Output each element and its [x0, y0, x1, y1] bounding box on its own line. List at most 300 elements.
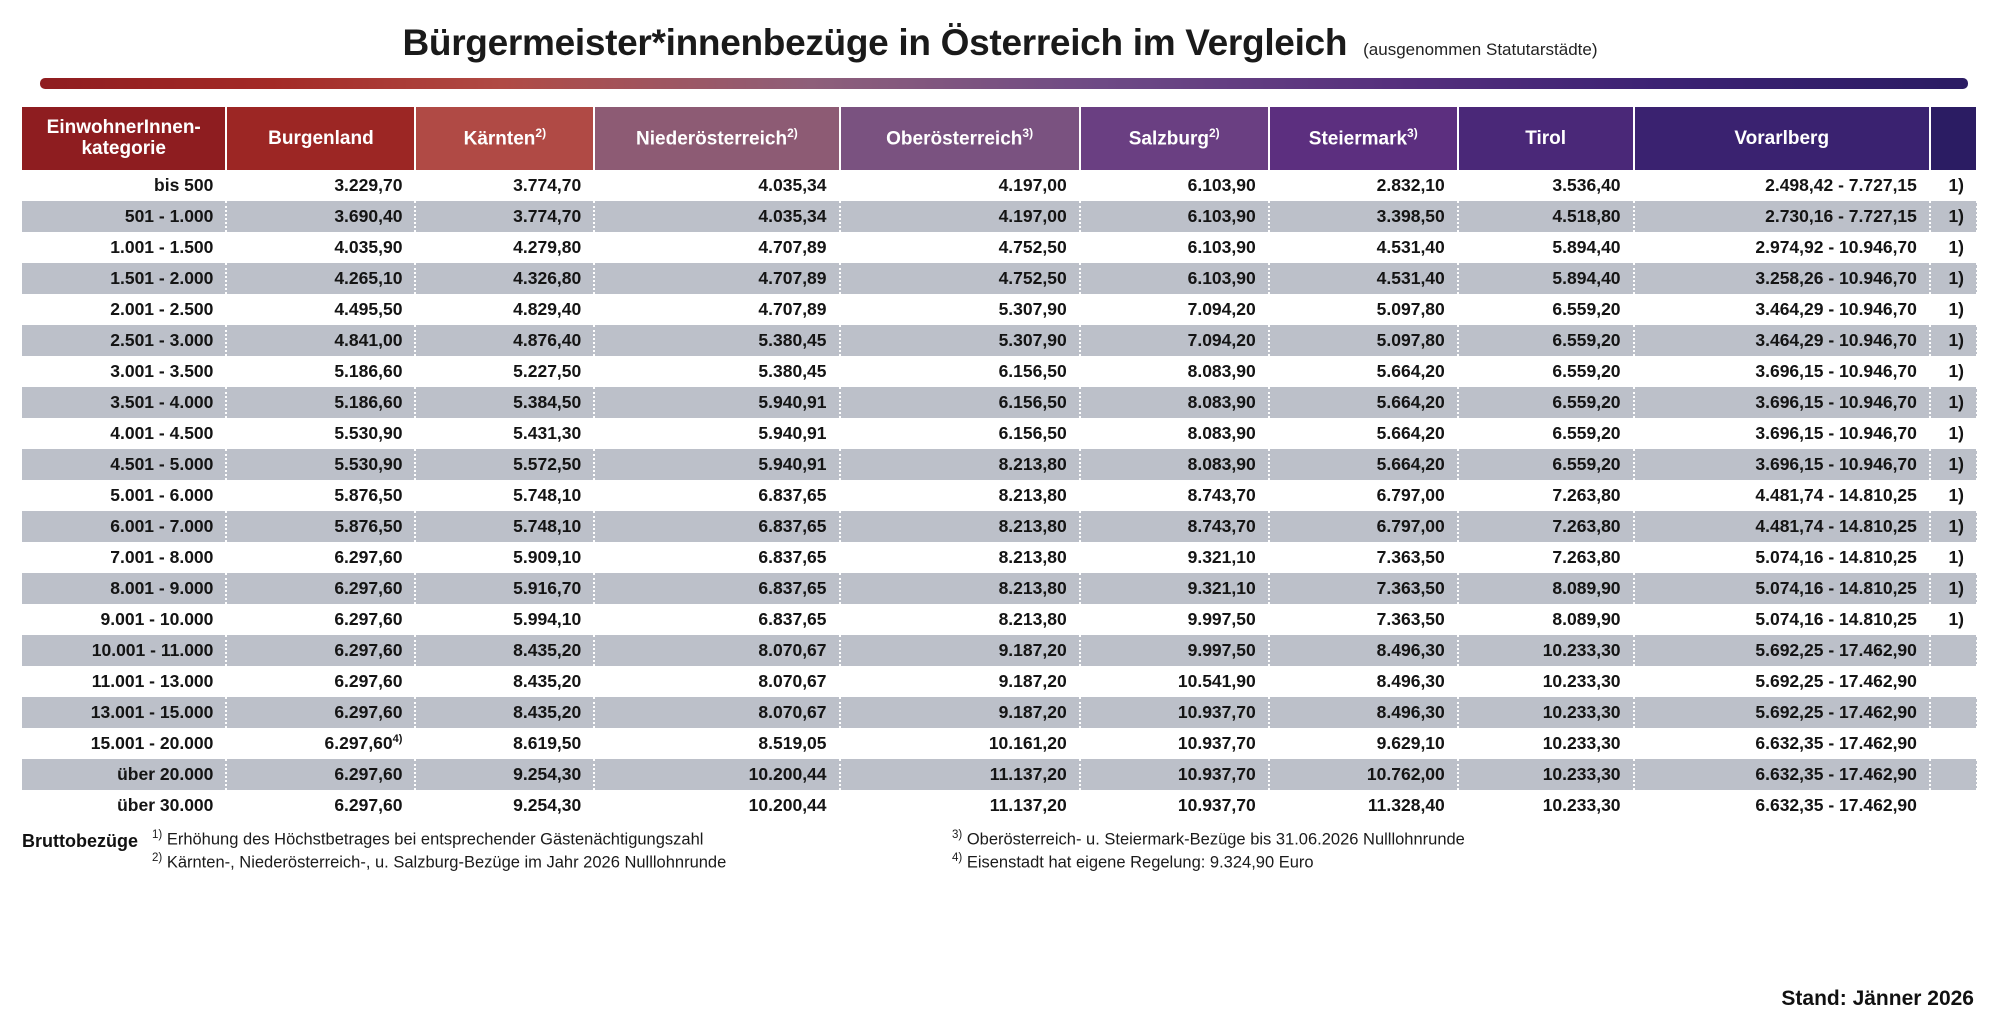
cell-tirol: [1458, 511, 1634, 542]
cell-burgenland-value: 6.297,60: [334, 763, 403, 784]
cell-tirol-value: 6.559,20: [1552, 329, 1621, 350]
cell-kaernten: [415, 604, 594, 635]
cell-tirol: [1458, 759, 1634, 790]
cell-kaernten-value: 5.227,50: [513, 360, 582, 381]
cell-tirol: [1458, 170, 1634, 201]
column-header-salzburg: [1080, 107, 1269, 170]
column-header-tirol: [1458, 107, 1634, 170]
cell-footnote-marker: 1): [1930, 170, 1977, 201]
cell-niederoesterreich-value: 4.035,34: [758, 174, 827, 195]
cell-footnote-marker: 1): [1930, 480, 1977, 511]
cell-vorarlberg: [1634, 790, 1930, 821]
cell-salzburg: [1080, 728, 1269, 759]
cell-tirol-value: 6.559,20: [1552, 298, 1621, 319]
cell-tirol: [1458, 666, 1634, 697]
cell-vorarlberg-value: 5.692,25 - 17.462,90: [1755, 639, 1917, 660]
footer: [22, 829, 1978, 873]
table-row: [22, 480, 1977, 511]
cell-kaernten: [415, 449, 594, 480]
cell-steiermark-value: 8.496,30: [1376, 670, 1445, 691]
cell-tirol-value: 8.089,90: [1552, 608, 1621, 629]
cell-salzburg: [1080, 201, 1269, 232]
cell-vorarlberg-value: 3.696,15 - 10.946,70: [1755, 391, 1917, 412]
cell-niederoesterreich: [594, 356, 839, 387]
footnote-4: [952, 852, 1465, 873]
cell-burgenland: [226, 511, 415, 542]
table-body: [22, 170, 1977, 821]
cell-niederoesterreich: [594, 542, 839, 573]
cell-salzburg-value: 9.321,10: [1187, 577, 1256, 598]
footnote-4-text: Eisenstadt hat eigene Regelung: 9.324,90 Euro: [966, 853, 1314, 872]
column-header-steiermark-label: Steiermark: [1308, 128, 1408, 150]
cell-oberoesterreich: [840, 480, 1080, 511]
column-header-steiermark-footnote: 3): [1407, 125, 1418, 140]
cell-salzburg-value: 8.083,90: [1187, 453, 1256, 474]
cell-oberoesterreich: [840, 449, 1080, 480]
cell-oberoesterreich: [840, 604, 1080, 635]
cell-footnote-marker: [1930, 728, 1977, 759]
cell-oberoesterreich-value: 8.213,80: [998, 515, 1067, 536]
cell-burgenland: [226, 573, 415, 604]
column-header-burgenland: [226, 107, 415, 170]
cell-vorarlberg: [1634, 170, 1930, 201]
cell-tirol-value: 10.233,30: [1542, 794, 1621, 815]
cell-kaernten: [415, 418, 594, 449]
cell-burgenland: [226, 480, 415, 511]
cell-tirol: [1458, 790, 1634, 821]
cell-oberoesterreich: [840, 759, 1080, 790]
footnote-1: [152, 829, 952, 850]
cell-tirol-value: 7.263,80: [1552, 546, 1621, 567]
cell-steiermark: [1269, 635, 1458, 666]
footnote-2: [152, 852, 952, 873]
table-row: [22, 759, 1977, 790]
title-note: (ausgenommen Statutarstädte): [1363, 40, 1598, 59]
cell-niederoesterreich: [594, 573, 839, 604]
cell-tirol: [1458, 418, 1634, 449]
table-row: [22, 573, 1977, 604]
cell-burgenland-value: 6.297,60: [334, 608, 403, 629]
cell-niederoesterreich: [594, 263, 839, 294]
cell-oberoesterreich-value: 8.213,80: [998, 546, 1067, 567]
table-row: [22, 511, 1977, 542]
cell-niederoesterreich-value: 5.940,91: [758, 391, 827, 412]
cell-oberoesterreich: [840, 697, 1080, 728]
cell-burgenland: [226, 635, 415, 666]
cell-burgenland-value: 3.229,70: [334, 174, 403, 195]
cell-footnote-marker: [1930, 635, 1977, 666]
cell-steiermark-value: 10.762,00: [1366, 763, 1445, 784]
cell-oberoesterreich-value: 9.187,20: [998, 701, 1067, 722]
footnote-1-marker: 1): [152, 828, 163, 841]
cell-vorarlberg: [1634, 418, 1930, 449]
cell-burgenland-value: 6.297,60: [334, 639, 403, 660]
cell-tirol-value: 10.233,30: [1542, 732, 1621, 753]
cell-category: bis 500: [22, 170, 226, 201]
cell-steiermark: [1269, 449, 1458, 480]
footnote-4-marker: 4): [952, 852, 963, 865]
cell-vorarlberg-value: 3.464,29 - 10.946,70: [1755, 329, 1917, 350]
cell-steiermark: [1269, 294, 1458, 325]
table-row: [22, 356, 1977, 387]
cell-tirol-value: 10.233,30: [1542, 670, 1621, 691]
column-header-footnote: [1930, 107, 1977, 170]
cell-kaernten: [415, 759, 594, 790]
cell-vorarlberg: [1634, 356, 1930, 387]
cell-kaernten: [415, 573, 594, 604]
table-row: [22, 201, 1977, 232]
cell-salzburg: [1080, 263, 1269, 294]
cell-niederoesterreich-value: 5.380,45: [758, 329, 827, 350]
cell-burgenland: [226, 790, 415, 821]
cell-salzburg: [1080, 325, 1269, 356]
cell-footnote-marker: 1): [1930, 418, 1977, 449]
cell-burgenland: [226, 170, 415, 201]
cell-steiermark-value: 7.363,50: [1376, 577, 1445, 598]
cell-kaernten-value: 4.279,80: [513, 236, 582, 257]
cell-vorarlberg: [1634, 263, 1930, 294]
cell-salzburg-value: 8.743,70: [1187, 515, 1256, 536]
cell-steiermark-value: 2.832,10: [1376, 174, 1445, 195]
cell-footnote-marker: 1): [1930, 573, 1977, 604]
cell-salzburg-value: 10.937,70: [1177, 794, 1256, 815]
cell-category: 4.001 - 4.500: [22, 418, 226, 449]
column-header-niederoesterreich-label: Niederösterreich: [636, 128, 788, 150]
cell-oberoesterreich-value: 8.213,80: [998, 608, 1067, 629]
cell-tirol-value: 7.263,80: [1552, 484, 1621, 505]
column-header-vorarlberg: [1634, 107, 1930, 170]
cell-kaernten: [415, 697, 594, 728]
cell-footnote-marker: 1): [1930, 201, 1977, 232]
cell-category: 10.001 - 11.000: [22, 635, 226, 666]
cell-niederoesterreich-value: 4.707,89: [758, 267, 827, 288]
cell-vorarlberg: [1634, 232, 1930, 263]
cell-oberoesterreich-value: 11.137,20: [989, 794, 1067, 815]
cell-burgenland-value: 3.690,40: [334, 205, 403, 226]
cell-footnote-marker: 1): [1930, 232, 1977, 263]
cell-footnote-marker: [1930, 759, 1977, 790]
cell-steiermark: [1269, 697, 1458, 728]
footnotes: [152, 829, 1978, 873]
cell-tirol: [1458, 325, 1634, 356]
cell-salzburg-value: 6.103,90: [1187, 236, 1256, 257]
footnote-1-text: Erhöhung des Höchstbetrages bei entsprechender Gästenächtigungszahl: [166, 830, 704, 849]
cell-vorarlberg-value: 5.074,16 - 14.810,25: [1755, 608, 1917, 629]
cell-vorarlberg-value: 4.481,74 - 14.810,25: [1755, 515, 1917, 536]
cell-niederoesterreich: [594, 418, 839, 449]
column-header-oberoesterreich: [840, 107, 1080, 170]
cell-vorarlberg-value: 2.498,42 - 7.727,15: [1765, 174, 1917, 195]
cell-salzburg: [1080, 449, 1269, 480]
cell-tirol: [1458, 635, 1634, 666]
cell-salzburg-value: 9.997,50: [1187, 639, 1256, 660]
cell-vorarlberg-value: 3.258,26 - 10.946,70: [1755, 267, 1917, 288]
cell-oberoesterreich: [840, 325, 1080, 356]
cell-vorarlberg-value: 5.074,16 - 14.810,25: [1755, 577, 1917, 598]
cell-footnote-marker: 1): [1930, 449, 1977, 480]
cell-niederoesterreich-value: 8.519,05: [758, 732, 827, 753]
footnote-2-text: Kärnten-, Niederösterreich-, u. Salzburg-Bezüge im Jahr 2026 Nulllohnrunde: [166, 853, 727, 872]
cell-footnote-marker: [1930, 666, 1977, 697]
stand-date: Stand: Jänner 2026: [1781, 987, 1974, 1010]
cell-salzburg: [1080, 790, 1269, 821]
cell-steiermark-value: 4.531,40: [1376, 267, 1445, 288]
cell-kaernten-value: 5.431,30: [513, 422, 582, 443]
cell-burgenland: [226, 325, 415, 356]
cell-kaernten: [415, 480, 594, 511]
cell-oberoesterreich-value: 5.307,90: [998, 329, 1067, 350]
cell-burgenland: [226, 418, 415, 449]
cell-vorarlberg: [1634, 635, 1930, 666]
cell-vorarlberg: [1634, 759, 1930, 790]
cell-steiermark: [1269, 573, 1458, 604]
cell-vorarlberg: [1634, 480, 1930, 511]
cell-burgenland-value: 6.297,60: [334, 701, 403, 722]
cell-tirol-value: 10.233,30: [1542, 763, 1621, 784]
cell-niederoesterreich: [594, 201, 839, 232]
cell-tirol-value: 6.559,20: [1552, 453, 1621, 474]
table-row: [22, 232, 1977, 263]
cell-burgenland-value: 4.035,90: [334, 236, 403, 257]
cell-kaernten: [415, 325, 594, 356]
column-header-oberoesterreich-label: Oberösterreich: [886, 128, 1023, 150]
footnote-3-marker: 3): [952, 828, 963, 841]
cell-tirol-value: 10.233,30: [1542, 639, 1621, 660]
cell-burgenland-footnote: 4): [392, 732, 403, 745]
cell-category: über 20.000: [22, 759, 226, 790]
cell-burgenland-value: 6.297,60: [334, 794, 403, 815]
cell-oberoesterreich-value: 4.197,00: [998, 205, 1067, 226]
column-header-salzburg-footnote: 2): [1208, 125, 1220, 140]
table-row: [22, 635, 1977, 666]
cell-kaernten: [415, 356, 594, 387]
cell-kaernten: [415, 294, 594, 325]
cell-niederoesterreich-value: 4.707,89: [758, 236, 827, 257]
cell-salzburg-value: 10.937,70: [1177, 732, 1256, 753]
cell-kaernten-value: 8.619,50: [513, 732, 582, 753]
cell-kaernten-value: 5.916,70: [513, 577, 582, 598]
cell-steiermark: [1269, 759, 1458, 790]
footnote-3-text: Oberösterreich- u. Steiermark-Bezüge bis 31.06.2026 Nulllohnrunde: [966, 830, 1465, 849]
column-header-category-line2: kategorie: [81, 138, 166, 160]
cell-niederoesterreich-value: 6.837,65: [758, 546, 827, 567]
cell-steiermark-value: 8.496,30: [1376, 701, 1445, 722]
cell-steiermark: [1269, 263, 1458, 294]
cell-vorarlberg: [1634, 542, 1930, 573]
cell-steiermark: [1269, 418, 1458, 449]
cell-steiermark: [1269, 387, 1458, 418]
cell-tirol: [1458, 294, 1634, 325]
cell-burgenland: [226, 449, 415, 480]
cell-niederoesterreich: [594, 294, 839, 325]
cell-salzburg: [1080, 480, 1269, 511]
cell-niederoesterreich: [594, 449, 839, 480]
cell-oberoesterreich-value: 4.752,50: [998, 267, 1067, 288]
cell-steiermark: [1269, 666, 1458, 697]
cell-steiermark-value: 5.097,80: [1376, 329, 1445, 350]
cell-burgenland: [226, 232, 415, 263]
cell-steiermark-value: 5.664,20: [1376, 422, 1445, 443]
cell-burgenland: [226, 728, 415, 759]
cell-kaernten: [415, 542, 594, 573]
table-row: [22, 604, 1977, 635]
cell-oberoesterreich-value: 4.197,00: [998, 174, 1067, 195]
cell-niederoesterreich-value: 5.940,91: [758, 422, 827, 443]
cell-kaernten-value: 8.435,20: [513, 639, 582, 660]
cell-kaernten-value: 5.909,10: [513, 546, 582, 567]
cell-tirol: [1458, 604, 1634, 635]
column-header-kaernten-label: Kärnten: [463, 128, 536, 150]
cell-burgenland-value: 6.297,60: [324, 732, 393, 753]
cell-footnote-marker: 1): [1930, 604, 1977, 635]
cell-niederoesterreich-value: 8.070,67: [758, 639, 827, 660]
cell-niederoesterreich: [594, 511, 839, 542]
cell-salzburg-value: 9.321,10: [1187, 546, 1256, 567]
cell-salzburg: [1080, 759, 1269, 790]
cell-burgenland-value: 5.876,50: [334, 515, 403, 536]
cell-footnote-marker: 1): [1930, 325, 1977, 356]
table-row: [22, 263, 1977, 294]
cell-steiermark-value: 4.531,40: [1376, 236, 1445, 257]
cell-tirol-value: 5.894,40: [1552, 267, 1621, 288]
cell-kaernten-value: 8.435,20: [513, 701, 582, 722]
cell-oberoesterreich: [840, 666, 1080, 697]
cell-salzburg-value: 9.997,50: [1187, 608, 1256, 629]
cell-steiermark-value: 5.664,20: [1376, 391, 1445, 412]
cell-tirol: [1458, 449, 1634, 480]
cell-vorarlberg: [1634, 294, 1930, 325]
cell-oberoesterreich-value: 9.187,20: [998, 670, 1067, 691]
cell-salzburg-value: 8.083,90: [1187, 422, 1256, 443]
cell-burgenland-value: 5.876,50: [334, 484, 403, 505]
cell-steiermark: [1269, 201, 1458, 232]
cell-kaernten: [415, 232, 594, 263]
cell-vorarlberg-value: 3.464,29 - 10.946,70: [1755, 298, 1917, 319]
cell-footnote-marker: 1): [1930, 542, 1977, 573]
cell-salzburg-value: 7.094,20: [1187, 298, 1256, 319]
cell-kaernten: [415, 728, 594, 759]
cell-kaernten-value: 5.572,50: [513, 453, 582, 474]
cell-oberoesterreich-value: 11.137,20: [989, 763, 1067, 784]
cell-niederoesterreich-value: 6.837,65: [758, 484, 827, 505]
cell-vorarlberg: [1634, 604, 1930, 635]
cell-steiermark-value: 5.664,20: [1376, 453, 1445, 474]
cell-category: 9.001 - 10.000: [22, 604, 226, 635]
cell-category: 4.501 - 5.000: [22, 449, 226, 480]
cell-niederoesterreich: [594, 480, 839, 511]
cell-vorarlberg: [1634, 666, 1930, 697]
cell-salzburg-value: 7.094,20: [1187, 329, 1256, 350]
salary-table-wrapper: [22, 107, 1978, 821]
cell-kaernten-value: 5.748,10: [513, 484, 582, 505]
cell-vorarlberg: [1634, 325, 1930, 356]
cell-kaernten: [415, 635, 594, 666]
cell-tirol-value: 6.559,20: [1552, 360, 1621, 381]
column-header-kaernten-footnote: 2): [535, 125, 547, 140]
cell-oberoesterreich-value: 8.213,80: [998, 484, 1067, 505]
cell-tirol-value: 10.233,30: [1542, 701, 1621, 722]
cell-salzburg: [1080, 294, 1269, 325]
cell-niederoesterreich: [594, 325, 839, 356]
table-row: [22, 325, 1977, 356]
cell-oberoesterreich: [840, 263, 1080, 294]
cell-category: 501 - 1.000: [22, 201, 226, 232]
column-header-oberoesterreich-footnote: 3): [1022, 125, 1034, 140]
cell-tirol: [1458, 387, 1634, 418]
cell-vorarlberg-value: 5.692,25 - 17.462,90: [1755, 701, 1917, 722]
cell-footnote-marker: [1930, 697, 1977, 728]
cell-kaernten-value: 9.254,30: [513, 794, 582, 815]
cell-category: 1.501 - 2.000: [22, 263, 226, 294]
cell-niederoesterreich-value: 4.035,34: [758, 205, 827, 226]
cell-steiermark-value: 7.363,50: [1376, 608, 1445, 629]
cell-steiermark: [1269, 728, 1458, 759]
cell-category: 15.001 - 20.000: [22, 728, 226, 759]
cell-salzburg: [1080, 170, 1269, 201]
cell-steiermark-value: 7.363,50: [1376, 546, 1445, 567]
cell-kaernten-value: 4.326,80: [513, 267, 582, 288]
cell-category: 3.501 - 4.000: [22, 387, 226, 418]
cell-steiermark: [1269, 542, 1458, 573]
cell-tirol-value: 6.559,20: [1552, 391, 1621, 412]
cell-oberoesterreich-value: 8.213,80: [998, 453, 1067, 474]
cell-tirol: [1458, 573, 1634, 604]
cell-niederoesterreich-value: 6.837,65: [758, 577, 827, 598]
cell-footnote-marker: 1): [1930, 356, 1977, 387]
cell-salzburg: [1080, 666, 1269, 697]
cell-oberoesterreich: [840, 635, 1080, 666]
cell-tirol: [1458, 263, 1634, 294]
cell-category: 2.001 - 2.500: [22, 294, 226, 325]
cell-burgenland: [226, 542, 415, 573]
cell-burgenland-value: 6.297,60: [334, 670, 403, 691]
cell-vorarlberg: [1634, 697, 1930, 728]
cell-salzburg: [1080, 604, 1269, 635]
cell-burgenland: [226, 356, 415, 387]
cell-kaernten-value: 4.829,40: [513, 298, 582, 319]
cell-vorarlberg-value: 5.692,25 - 17.462,90: [1755, 670, 1917, 691]
cell-burgenland: [226, 759, 415, 790]
cell-vorarlberg-value: 3.696,15 - 10.946,70: [1755, 360, 1917, 381]
cell-kaernten-value: 5.748,10: [513, 515, 582, 536]
cell-steiermark: [1269, 511, 1458, 542]
cell-vorarlberg: [1634, 201, 1930, 232]
cell-steiermark-value: 6.797,00: [1376, 484, 1445, 505]
cell-niederoesterreich-value: 6.837,65: [758, 608, 827, 629]
cell-kaernten: [415, 387, 594, 418]
cell-oberoesterreich-value: 6.156,50: [998, 422, 1067, 443]
cell-niederoesterreich: [594, 170, 839, 201]
cell-burgenland-value: 4.841,00: [334, 329, 403, 350]
cell-salzburg-value: 10.937,70: [1177, 763, 1256, 784]
cell-tirol-value: 3.536,40: [1552, 174, 1621, 195]
cell-oberoesterreich: [840, 573, 1080, 604]
cell-salzburg: [1080, 418, 1269, 449]
cell-niederoesterreich: [594, 635, 839, 666]
cell-tirol-value: 6.559,20: [1552, 422, 1621, 443]
cell-oberoesterreich: [840, 728, 1080, 759]
cell-tirol: [1458, 480, 1634, 511]
cell-niederoesterreich-value: 5.940,91: [758, 453, 827, 474]
cell-oberoesterreich: [840, 232, 1080, 263]
cell-kaernten-value: 8.435,20: [513, 670, 582, 691]
cell-steiermark-value: 9.629,10: [1376, 732, 1445, 753]
cell-niederoesterreich: [594, 697, 839, 728]
cell-oberoesterreich-value: 4.752,50: [998, 236, 1067, 257]
cell-niederoesterreich: [594, 759, 839, 790]
cell-kaernten: [415, 666, 594, 697]
column-header-category-line1: EinwohnerInnen-: [46, 117, 201, 138]
